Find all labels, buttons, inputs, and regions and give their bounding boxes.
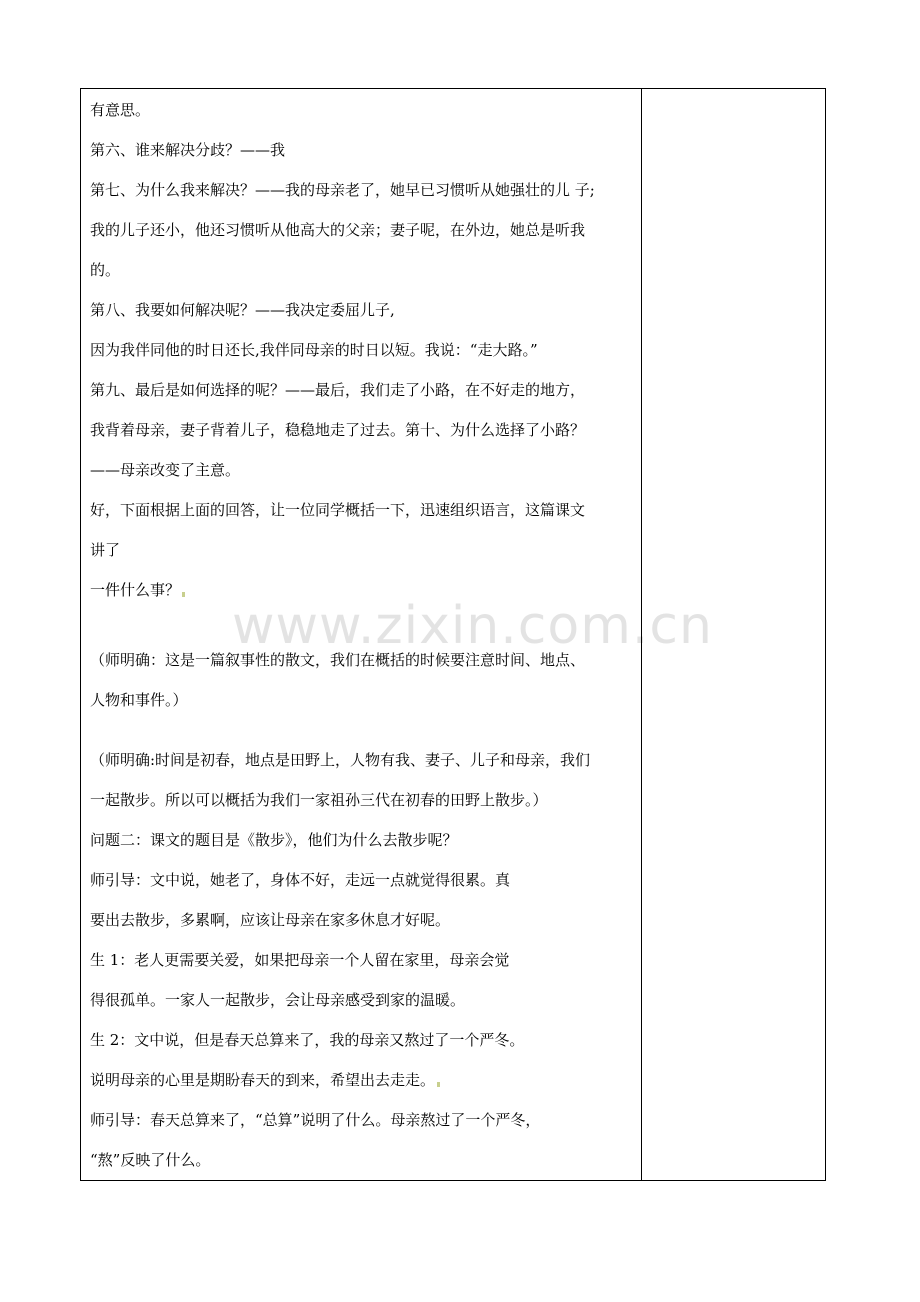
text-line: （师明确:时间是初春，地点是田野上，人物有我、妻子、儿子和母亲，我们 (90, 751, 591, 769)
text-line: 我的儿子还小，他还习惯听从他高大的父亲；妻子呢，在外边，她总是听我 (90, 221, 586, 239)
text-line: 一起散步。所以可以概括为我们一家祖孙三代在初春的田野上散步。） (90, 791, 548, 809)
text-line: 问题二：课文的题目是《散步》，他们为什么去散步呢？ (90, 831, 458, 849)
watermark: www.zixin.com.cn (232, 596, 713, 656)
text-line: “熬”反映了什么。 (90, 1151, 211, 1169)
text-line: （师明确：这是一篇叙事性的散文，我们在概括的时候要注意时间、地点、 (90, 651, 586, 669)
text-line: 人物和事件。） (90, 691, 188, 709)
text-line: 因为我伴同他的时日还长,我伴同母亲的时日以短。我说：“走大路。” (90, 341, 538, 359)
edit-mark (437, 1082, 440, 1087)
text-line-content: 说明母亲的心里是期盼春天的到来，希望出去走走。 (90, 1071, 436, 1089)
text-line: 得很孤单。一家人一起散步，会让母亲感受到家的温暖。 (90, 991, 466, 1009)
text-line: 第七、为什么我来解决？——我的母亲老了，她早已习惯听从她强壮的儿 子; (90, 181, 595, 199)
text-line (90, 1070, 440, 1090)
text-line-content: 一件什么事？ (90, 581, 181, 599)
text-line: 讲了 (90, 541, 121, 559)
text-line: 要出去散步，多累啊，应该让母亲在家多休息才好呢。 (90, 911, 451, 929)
text-line: 第九、最后是如何选择的呢？——最后，我们走了小路，在不好走的地方， (90, 381, 586, 399)
text-line: 生 1：老人更需要关爱，如果把母亲一个人留在家里，母亲会觉 (90, 951, 510, 969)
notes-cell (642, 89, 825, 1180)
text-line: 有意思。 (90, 101, 151, 119)
text-line: ——母亲改变了主意。 (90, 461, 241, 479)
text-line: 的。 (90, 261, 121, 279)
edit-mark (182, 592, 185, 597)
text-line: 好，下面根据上面的回答，让一位同学概括一下，迅速组织语言，这篇课文 (90, 501, 586, 519)
text-line (90, 580, 185, 600)
text-line: 我背着母亲，妻子背着儿子，稳稳地走了过去。第十、为什么选择了小路？ (90, 421, 586, 439)
text-line: 第六、谁来解决分歧？——我 (90, 141, 286, 159)
text-line: 生 2：文中说，但是春天总算来了，我的母亲又熬过了一个严冬。 (90, 1031, 525, 1049)
text-line: 第八、我要如何解决呢？——我决定委屈儿子, (90, 301, 395, 319)
lesson-text-cell (81, 89, 642, 1180)
text-line: 师引导：文中说，她老了，身体不好，走远一点就觉得很累。真 (90, 871, 511, 889)
text-line: 师引导：春天总算来了，“总算”说明了什么。母亲熬过了一个严冬， (90, 1111, 541, 1129)
lesson-table (80, 88, 826, 1181)
